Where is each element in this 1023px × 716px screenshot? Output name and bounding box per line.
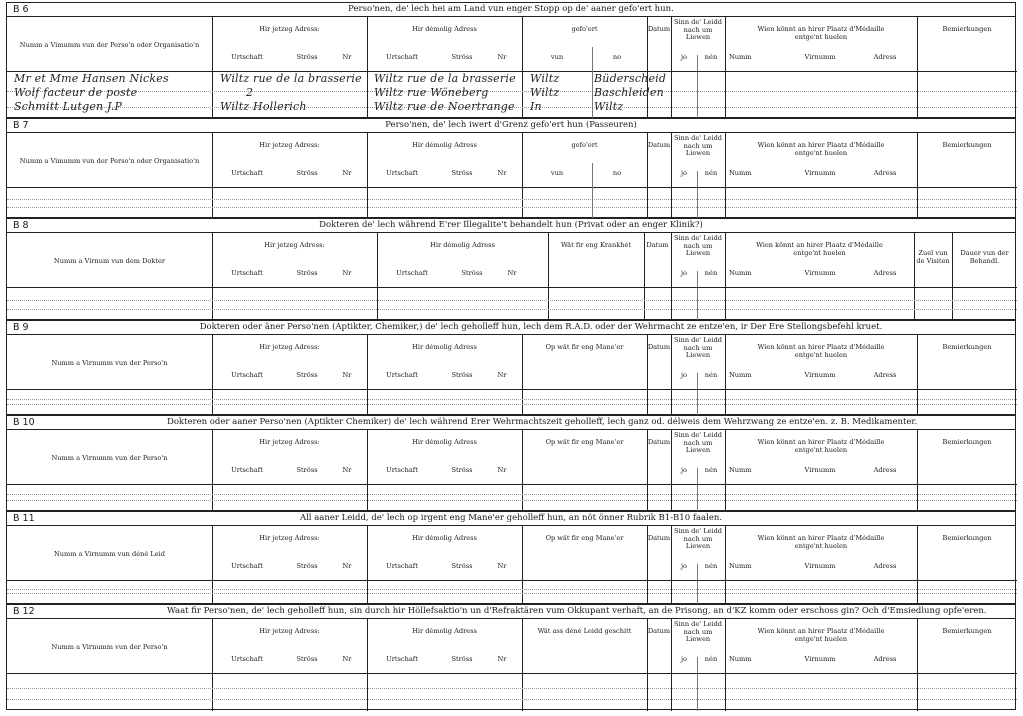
medal-recipient-header: Wien könnt an hirer Plaatz d'Médaille entge'nt huelen (756, 241, 883, 257)
recipient-address-header: Adress (873, 269, 897, 277)
column-divider (671, 619, 672, 711)
section-code: B 6 (13, 4, 29, 15)
former-number-header: Nr (497, 562, 507, 570)
former-number-header: Nr (507, 269, 517, 277)
column-divider (914, 233, 915, 321)
section-code: B 11 (13, 513, 35, 524)
column-name-header: Numm a Vimumm vun der Perso'n oder Organisatio'n (19, 157, 200, 165)
column-divider (725, 619, 726, 711)
yes-header: jo (680, 562, 687, 570)
yes-header: jo (680, 53, 687, 61)
yes-header: jo (680, 269, 687, 277)
transported-header: gefo'ert (571, 25, 598, 33)
entry-transported-from: Wiltz (530, 72, 560, 85)
entry-former-address: Wiltz rue Wöneberg (374, 86, 489, 99)
former-address-header: Hir démolig Adress (412, 534, 477, 542)
column-name-header: Numm a Virnumm vun déné Leid (54, 550, 165, 558)
recipient-firstname-header: Virnumm (804, 53, 836, 61)
remarks-header: Bemierkungen (942, 141, 992, 149)
row-divider (7, 187, 1017, 188)
former-locality-header: Urtschaft (386, 655, 418, 663)
transported-to-header: no (612, 169, 622, 177)
current-address-header: Hir jetzeg Adress: (259, 141, 320, 149)
row-divider (7, 589, 1017, 590)
row-divider (7, 699, 1017, 700)
section-title: Dokteren oder äner Perso'nen (Aptikter, Chemiker,) de' lech geholleff hun, lech dem R.A.D. oder der Wehrmacht ze entze'en, ir Der Ere Stellongsbefehl kruet. (199, 322, 883, 332)
section-header (7, 219, 1015, 233)
column-divider (592, 163, 593, 219)
transported-to-header: no (612, 53, 622, 61)
former-locality-header: Urtschaft (386, 53, 418, 61)
yes-header: jo (680, 466, 687, 474)
section-header (7, 512, 1015, 526)
former-address-header: Hir démolig Adress (412, 438, 477, 446)
section-header (7, 321, 1015, 335)
column-divider (671, 17, 672, 119)
section-title: Waat fir Perso'nen, de' lech geholleff hun, sin durch hir Höllefsaktio'n un d'Refraktären vum Okkupant verhaft, an de Prisong, an d'KZ komm oder erschoss gin? Och d'Emsiedlung opfe'eren. (167, 606, 987, 616)
no-header: nén (704, 562, 718, 570)
extra-info-header: Op wät fir eng Mane'er (545, 438, 624, 446)
section-code: B 10 (13, 417, 35, 428)
former-street-header: Ströss (451, 371, 473, 379)
section-title: Dokteren oder aaner Perso'nen (Aptikter Chemiker) de' lech während Erer Wehrmachtszeit geholleff, lech ganz od. délweis dem Wehrzwang ze entze'en. z. B. Medikamenter. (167, 417, 918, 427)
date-header: Datum (647, 25, 671, 33)
column-divider (697, 373, 698, 416)
recipient-firstname-header: Virnumm (804, 371, 836, 379)
row-divider (7, 199, 1017, 200)
former-street-header: Ströss (451, 169, 473, 177)
column-divider (592, 47, 593, 119)
entry-former-address: Wiltz rue de Noertrange (374, 100, 515, 113)
former-locality-header: Urtschaft (386, 466, 418, 474)
current-number-header: Nr (342, 269, 352, 277)
section-b11 (6, 511, 1016, 604)
extra-info-header: Wät ass déné Leidd geschitt (537, 627, 632, 635)
entry-name: Mr et Mme Hansen Nickes (14, 72, 169, 85)
section-b9 (6, 320, 1016, 415)
no-header: nén (704, 269, 718, 277)
section-header (7, 3, 1015, 17)
current-number-header: Nr (342, 371, 352, 379)
current-street-header: Ströss (296, 466, 318, 474)
current-street-header: Ströss (296, 655, 318, 663)
alive-header: Sinn de' Leidd nach um Liewen (673, 620, 723, 643)
recipient-firstname-header: Virnumm (804, 466, 836, 474)
entry-name: Wolf facteur de poste (14, 86, 138, 99)
entry-transported-to: Baschleiden (594, 86, 664, 99)
entry-former-address: Wiltz rue de la brasserie (374, 72, 516, 85)
alive-header: Sinn de' Leidd nach um Liewen (673, 527, 723, 550)
row-divider (7, 494, 1017, 495)
row-divider (7, 673, 1017, 674)
extra-info-header: Wät fir eng Krankhét (560, 241, 632, 249)
recipient-name-header: Numm (729, 655, 752, 663)
column-divider (697, 564, 698, 605)
former-address-header: Hir démolig Adress (412, 141, 477, 149)
medal-recipient-header: Wien könnt an hirer Plaatz d'Médaille entge'nt huelen (757, 25, 885, 41)
extra-info-header: Op wät fir eng Mane'er (545, 534, 624, 542)
row-divider (7, 484, 1017, 485)
entry-current-address: 2 (246, 86, 254, 99)
column-divider (725, 233, 726, 321)
recipient-address-header: Adress (873, 371, 897, 379)
column-name-header: Numm a Vimumm vun der Perso'n oder Organisatio'n (19, 41, 200, 49)
current-address-header: Hir jetzeg Adress: (264, 241, 325, 249)
alive-header: Sinn de' Leidd nach um Liewen (673, 234, 723, 257)
section-header (7, 605, 1015, 619)
date-header: Datum (647, 141, 671, 149)
current-locality-header: Urtschaft (231, 562, 263, 570)
recipient-firstname-header: Virnumm (804, 169, 836, 177)
current-locality-header: Urtschaft (231, 169, 263, 177)
yes-header: jo (680, 655, 687, 663)
recipient-firstname-header: Virnumm (804, 269, 836, 277)
former-number-header: Nr (497, 371, 507, 379)
column-divider (697, 55, 698, 119)
transported-header: gefo'ert (571, 141, 598, 149)
remarks-header: Bemierkungen (942, 534, 992, 542)
recipient-name-header: Numm (729, 371, 752, 379)
no-header: nén (704, 466, 718, 474)
no-header: nén (704, 655, 718, 663)
section-code: B 8 (13, 220, 29, 231)
column-divider (952, 233, 953, 321)
current-address-header: Hir jetzeg Adress: (259, 438, 320, 446)
treatment-duration-header: Dauer vun der Behandl. (960, 249, 1009, 265)
recipient-firstname-header: Virnumm (804, 655, 836, 663)
current-number-header: Nr (342, 169, 352, 177)
date-header: Datum (647, 438, 671, 446)
current-number-header: Nr (342, 562, 352, 570)
recipient-address-header: Adress (873, 53, 897, 61)
column-name-header: Numm a Virnumm vun der Perso'n (51, 454, 168, 462)
current-number-header: Nr (342, 53, 352, 61)
alive-header: Sinn de' Leidd nach um Liewen (673, 336, 723, 359)
column-divider (697, 657, 698, 711)
remarks-header: Bemierkungen (942, 25, 992, 33)
medal-recipient-header: Wien könnt an hirer Plaatz d'Médaille entge'nt huelen (757, 438, 885, 454)
entry-transported-from: Wiltz (530, 86, 560, 99)
current-address-header: Hir jetzeg Adress: (259, 343, 320, 351)
section-title: Dokteren de' lech während E'rer Illegalite't behandelt hun (Privat oder an enger Klinik?) (319, 220, 703, 230)
row-divider (7, 207, 1017, 208)
section-b10 (6, 415, 1016, 511)
medal-recipient-header: Wien könnt an hirer Plaatz d'Médaille entge'nt huelen (757, 627, 885, 643)
column-divider (548, 233, 549, 321)
former-address-header: Hir démolig Adress (412, 627, 477, 635)
current-locality-header: Urtschaft (231, 655, 263, 663)
visit-count-header: Zuel vun de Visiten (916, 249, 950, 265)
section-code: B 9 (13, 322, 29, 333)
medal-recipient-header: Wien könnt an hirer Plaatz d'Médaille entge'nt huelen (757, 534, 885, 550)
row-divider (7, 300, 1017, 301)
no-header: nén (704, 53, 718, 61)
transported-from-header: vun (550, 169, 564, 177)
alive-header: Sinn de' Leidd nach um Liewen (673, 18, 723, 41)
column-divider (697, 468, 698, 512)
section-b8 (6, 218, 1016, 320)
row-divider (7, 500, 1017, 501)
medal-recipient-header: Wien könnt an hirer Plaatz d'Médaille entge'nt huelen (757, 141, 885, 157)
row-divider (7, 404, 1017, 405)
medal-recipient-header: Wien könnt an hirer Plaatz d'Médaille entge'nt huelen (757, 343, 885, 359)
former-locality-header: Urtschaft (386, 562, 418, 570)
extra-info-header: Op wät fir eng Mane'er (545, 343, 624, 351)
alive-header: Sinn de' Leidd nach um Liewen (673, 134, 723, 157)
former-number-header: Nr (497, 53, 507, 61)
remarks-header: Bemierkungen (942, 627, 992, 635)
yes-header: jo (680, 371, 687, 379)
column-divider (697, 271, 698, 321)
recipient-name-header: Numm (729, 269, 752, 277)
current-address-header: Hir jetzeg Adress: (259, 534, 320, 542)
former-address-header: Hir démolig Adress (412, 25, 477, 33)
column-divider (671, 233, 672, 321)
current-address-header: Hir jetzeg Adress: (259, 25, 320, 33)
alive-header: Sinn de' Leidd nach um Liewen (673, 431, 723, 454)
section-header (7, 119, 1015, 133)
row-divider (7, 91, 1017, 92)
former-locality-header: Urtschaft (386, 371, 418, 379)
recipient-address-header: Adress (873, 655, 897, 663)
entry-current-address: Wiltz rue de la brasserie (220, 72, 362, 85)
section-header (7, 416, 1015, 430)
former-address-header: Hir démolig Adress (430, 241, 495, 249)
current-locality-header: Urtschaft (231, 371, 263, 379)
former-street-header: Ströss (461, 269, 483, 277)
row-divider (7, 309, 1017, 310)
former-address-header: Hir démolig Adress (412, 343, 477, 351)
date-header: Datum (647, 534, 671, 542)
row-divider (7, 580, 1017, 581)
date-header: Datum (647, 627, 671, 635)
former-number-header: Nr (497, 466, 507, 474)
recipient-address-header: Adress (873, 466, 897, 474)
former-number-header: Nr (497, 655, 507, 663)
section-b7 (6, 118, 1016, 218)
transported-from-header: vun (550, 53, 564, 61)
section-title: Perso'nen, de' lech hei am Land vun enger Stopp op de' aaner gefo'ert hun. (348, 4, 674, 14)
former-number-header: Nr (497, 169, 507, 177)
remarks-header: Bemierkungen (942, 438, 992, 446)
current-locality-header: Urtschaft (231, 269, 263, 277)
current-street-header: Ströss (296, 169, 318, 177)
recipient-name-header: Numm (729, 53, 752, 61)
form-page (6, 2, 1016, 712)
former-street-header: Ströss (451, 562, 473, 570)
current-locality-header: Urtschaft (231, 53, 263, 61)
current-street-header: Ströss (296, 53, 318, 61)
no-header: nén (704, 371, 718, 379)
former-street-header: Ströss (451, 53, 473, 61)
entry-name: Schmitt Lutgen J.P (14, 100, 123, 113)
column-name-header: Numm a Virnumm vun der Perso'n (51, 359, 168, 367)
column-name-header: Numm a Virnum vun dem Dokter (53, 257, 166, 265)
column-divider (697, 171, 698, 219)
yes-header: jo (680, 169, 687, 177)
recipient-name-header: Numm (729, 562, 752, 570)
recipient-firstname-header: Virnumm (804, 562, 836, 570)
recipient-address-header: Adress (873, 562, 897, 570)
entry-transported-from: In (530, 100, 542, 113)
former-street-header: Ströss (451, 466, 473, 474)
recipient-name-header: Numm (729, 466, 752, 474)
current-number-header: Nr (342, 466, 352, 474)
no-header: nén (704, 169, 718, 177)
column-divider (725, 17, 726, 119)
row-divider (7, 287, 1017, 288)
remarks-header: Bemierkungen (942, 343, 992, 351)
section-b12 (6, 604, 1016, 710)
former-locality-header: Urtschaft (396, 269, 428, 277)
entry-transported-to: Wiltz (594, 100, 624, 113)
former-street-header: Ströss (451, 655, 473, 663)
column-name-header: Numm a Virnumm vun der Perso'n (51, 643, 168, 651)
section-code: B 7 (13, 120, 29, 131)
current-street-header: Ströss (296, 371, 318, 379)
current-locality-header: Urtschaft (231, 466, 263, 474)
row-divider (7, 389, 1017, 390)
row-divider (7, 688, 1017, 689)
row-divider (7, 593, 1017, 594)
current-street-header: Ströss (296, 562, 318, 570)
section-title: Perso'nen, de' lech iwert d'Grenz gefo'ert hun (Passeuren) (385, 120, 637, 130)
recipient-address-header: Adress (873, 169, 897, 177)
entry-current-address: Wiltz Hollerich (220, 100, 307, 113)
entry-transported-to: Büderscheid (594, 72, 667, 85)
section-code: B 12 (13, 606, 35, 617)
date-header: Datum (646, 241, 669, 249)
current-address-header: Hir jetzeg Adress: (259, 627, 320, 635)
former-locality-header: Urtschaft (386, 169, 418, 177)
section-title: All aaner Leidd, de' lech op irgent eng Mane'er geholleff hun, an nöt önner Rubrik B1-B10 faalen. (299, 513, 723, 523)
current-number-header: Nr (342, 655, 352, 663)
column-divider (522, 619, 523, 711)
row-divider (7, 399, 1017, 400)
current-street-header: Ströss (296, 269, 318, 277)
recipient-name-header: Numm (729, 169, 752, 177)
date-header: Datum (647, 343, 671, 351)
